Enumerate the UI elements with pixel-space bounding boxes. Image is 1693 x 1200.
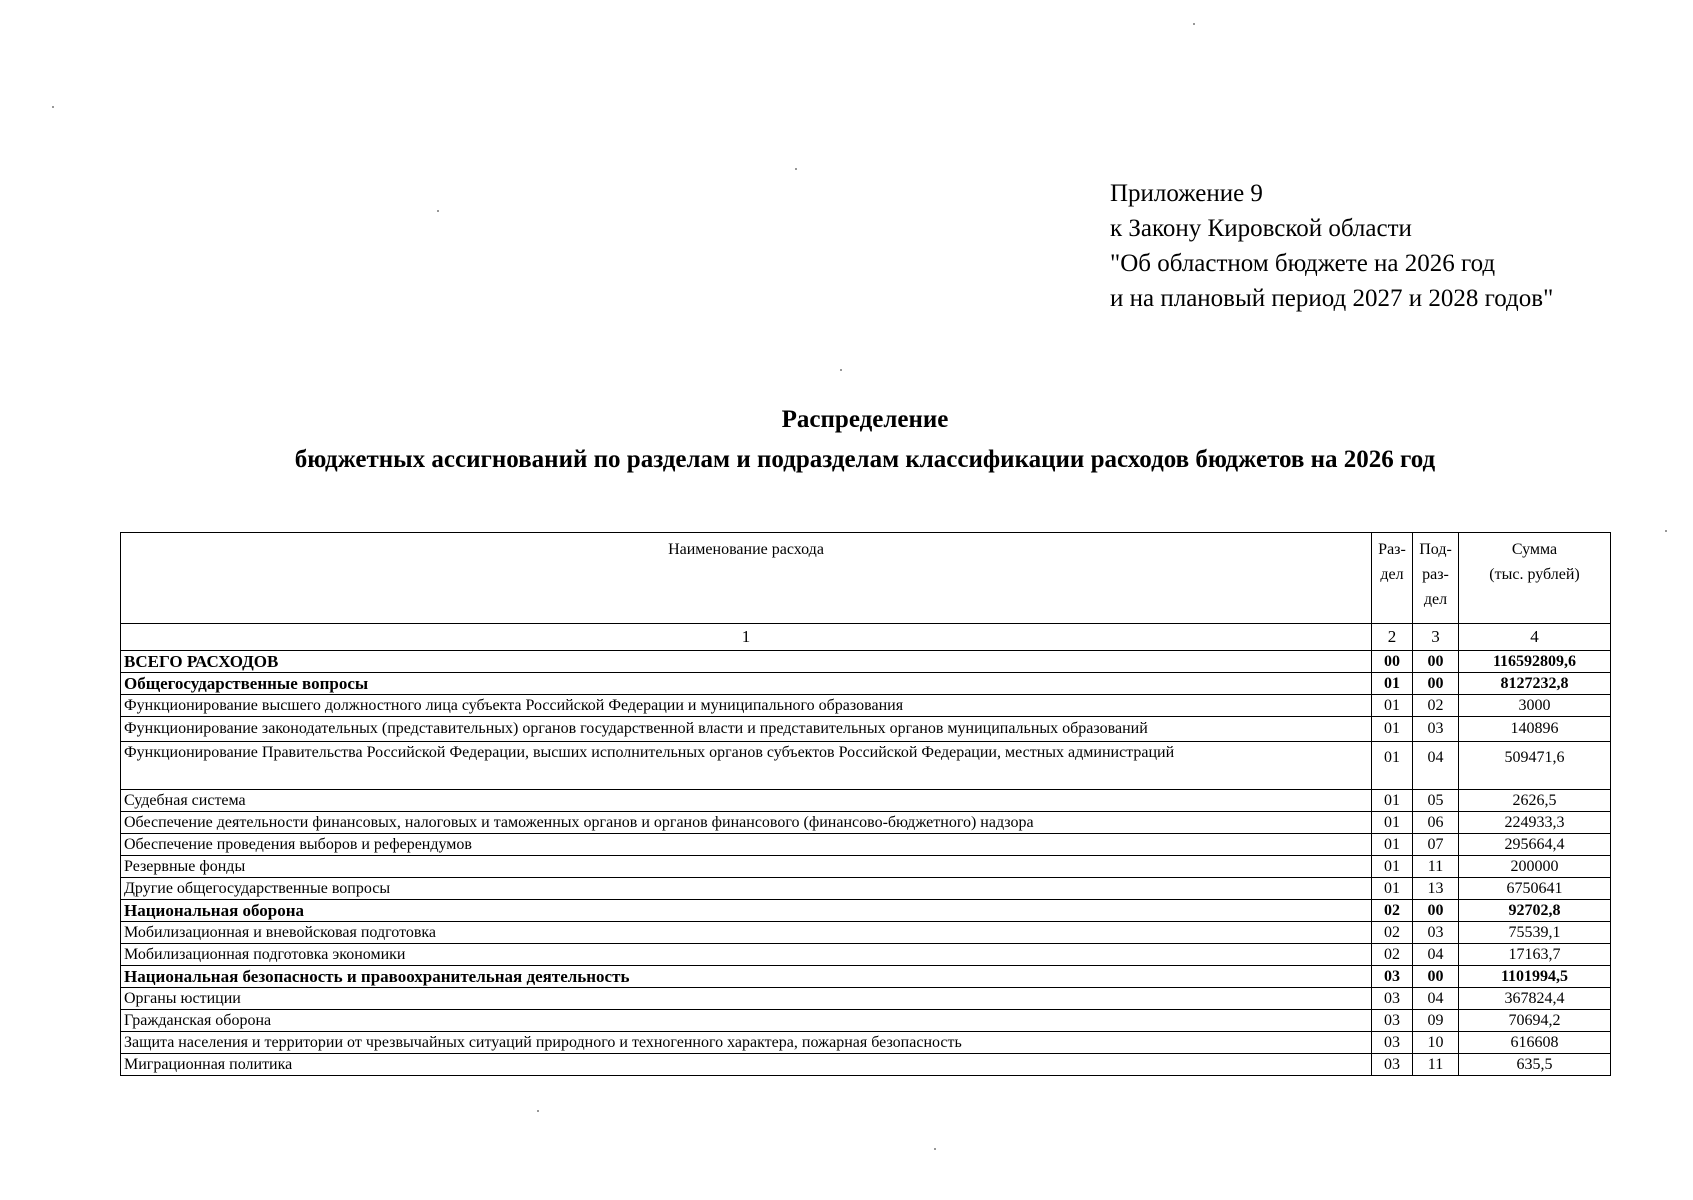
header-subsection-part: Под- [1419,541,1452,558]
document-title: Распределение [781,406,949,433]
row-name: Функционирование Правительства Российской Федерации, высших исполнительных органов субъектов Российской Федерации, местных администраций [121,742,1372,790]
row-subsection: 00 [1413,651,1459,673]
row-name: Судебная система [121,790,1372,812]
table-row [121,717,1611,742]
row-section: 02 [1372,922,1413,944]
row-sum: 200000 [1459,856,1611,878]
row-name: Национальная оборона [121,900,1372,922]
row-section: 03 [1372,1010,1413,1032]
row-section: 01 [1372,878,1413,900]
table-row [121,878,1611,900]
table-row [121,812,1611,834]
table-row [121,988,1611,1010]
row-subsection: 07 [1413,834,1459,856]
appendix-line: Приложение 9 [1110,180,1263,207]
scan-speck [934,1148,936,1150]
row-section: 01 [1372,790,1413,812]
row-name: Общегосударственные вопросы [121,673,1372,695]
row-name: Органы юстиции [121,988,1372,1010]
table-row [121,651,1611,673]
document-heading [120,400,1610,480]
row-name: Другие общегосударственные вопросы [121,878,1372,900]
row-sum: 75539,1 [1459,922,1611,944]
table-header-row [121,533,1611,624]
header-name: Наименование расхода [121,533,1372,624]
row-name: Гражданская оборона [121,1010,1372,1032]
table-row [121,673,1611,695]
row-sum: 70694,2 [1459,1010,1611,1032]
row-subsection: 04 [1413,742,1459,790]
row-sum: 17163,7 [1459,944,1611,966]
table-row [121,1010,1611,1032]
row-subsection: 05 [1413,790,1459,812]
row-name: Мобилизационная и вневойсковая подготовка [121,922,1372,944]
row-sum: 2626,5 [1459,790,1611,812]
header-section-part: Раз- [1378,541,1406,558]
table-row [121,742,1611,790]
row-sum: 367824,4 [1459,988,1611,1010]
row-section: 03 [1372,966,1413,988]
column-number: 1 [121,624,1372,651]
row-name: Обеспечение деятельности финансовых, налоговых и таможенных органов и органов финансового (финансово-бюджетного) надзора [121,812,1372,834]
row-section: 03 [1372,1054,1413,1076]
appendix-block [1110,176,1553,316]
row-subsection: 00 [1413,900,1459,922]
row-name: Защита населения и территории от чрезвычайных ситуаций природного и техногенного характера, пожарная безопасность [121,1032,1372,1054]
row-name: Функционирование законодательных (представительных) органов государственной власти и представительных органов муниципальных образований [121,717,1372,742]
row-subsection: 11 [1413,856,1459,878]
scan-speck [437,210,439,212]
row-subsection: 11 [1413,1054,1459,1076]
row-section: 01 [1372,812,1413,834]
row-section: 01 [1372,742,1413,790]
column-number: 3 [1413,624,1459,651]
table-row [121,944,1611,966]
header-section-part: дел [1380,566,1404,583]
row-sum: 295664,4 [1459,834,1611,856]
row-name: Функционирование высшего должностного лица субъекта Российской Федерации и муниципального образования [121,695,1372,717]
row-sum: 616608 [1459,1032,1611,1054]
row-name: ВСЕГО РАСХОДОВ [121,651,1372,673]
header-sum [1459,533,1611,624]
scan-speck [840,369,842,371]
row-section: 02 [1372,900,1413,922]
row-sum: 224933,3 [1459,812,1611,834]
appendix-line: "Об областном бюджете на 2026 год [1110,250,1496,277]
row-section: 01 [1372,856,1413,878]
row-sum: 1101994,5 [1459,966,1611,988]
row-section: 03 [1372,988,1413,1010]
row-subsection: 09 [1413,1010,1459,1032]
column-number-row [121,624,1611,651]
scan-speck [52,106,54,108]
appendix-line: и на плановый период 2027 и 2028 годов" [1110,285,1554,312]
row-subsection: 04 [1413,988,1459,1010]
column-number: 4 [1459,624,1611,651]
row-subsection: 10 [1413,1032,1459,1054]
header-subsection-part: дел [1423,591,1448,608]
row-section: 01 [1372,717,1413,742]
row-sum: 92702,8 [1459,900,1611,922]
row-subsection: 00 [1413,966,1459,988]
row-section: 00 [1372,651,1413,673]
row-section: 01 [1372,834,1413,856]
table-row [121,834,1611,856]
row-name: Мобилизационная подготовка экономики [121,944,1372,966]
row-sum: 116592809,6 [1459,651,1611,673]
row-subsection: 02 [1413,695,1459,717]
table-body [121,651,1611,1076]
row-sum: 635,5 [1459,1054,1611,1076]
header-sum-part: Сумма [1511,541,1558,558]
table-row [121,922,1611,944]
row-name: Резервные фонды [121,856,1372,878]
scan-speck [795,168,797,170]
row-section: 01 [1372,695,1413,717]
header-section [1372,533,1413,624]
budget-table [120,532,1611,1076]
header-subsection-part: раз- [1422,566,1449,583]
row-subsection: 06 [1413,812,1459,834]
table-row [121,695,1611,717]
table-row [121,856,1611,878]
row-subsection: 03 [1413,717,1459,742]
row-name: Миграционная политика [121,1054,1372,1076]
document-subtitle: бюджетных ассигнований по разделам и подразделам классификации расходов бюджетов на 2026 год [294,446,1436,473]
row-subsection: 04 [1413,944,1459,966]
table-row [121,1032,1611,1054]
scan-speck [1193,23,1195,25]
row-sum: 3000 [1459,695,1611,717]
scan-speck [537,1110,539,1112]
table-row [121,966,1611,988]
row-section: 03 [1372,1032,1413,1054]
row-section: 01 [1372,673,1413,695]
row-sum: 8127232,8 [1459,673,1611,695]
row-name: Обеспечение проведения выборов и референдумов [121,834,1372,856]
appendix-line: к Закону Кировской области [1110,215,1412,242]
column-number: 2 [1372,624,1413,651]
row-name: Национальная безопасность и правоохранительная деятельность [121,966,1372,988]
row-subsection: 00 [1413,673,1459,695]
row-sum: 509471,6 [1459,742,1611,790]
header-sum-part: (тыс. рублей) [1489,566,1580,583]
header-subsection [1413,533,1459,624]
row-sum: 6750641 [1459,878,1611,900]
row-subsection: 03 [1413,922,1459,944]
table-row [121,900,1611,922]
scan-speck [1665,530,1667,532]
row-section: 02 [1372,944,1413,966]
row-sum: 140896 [1459,717,1611,742]
row-subsection: 13 [1413,878,1459,900]
table-row [121,1054,1611,1076]
table-row [121,790,1611,812]
